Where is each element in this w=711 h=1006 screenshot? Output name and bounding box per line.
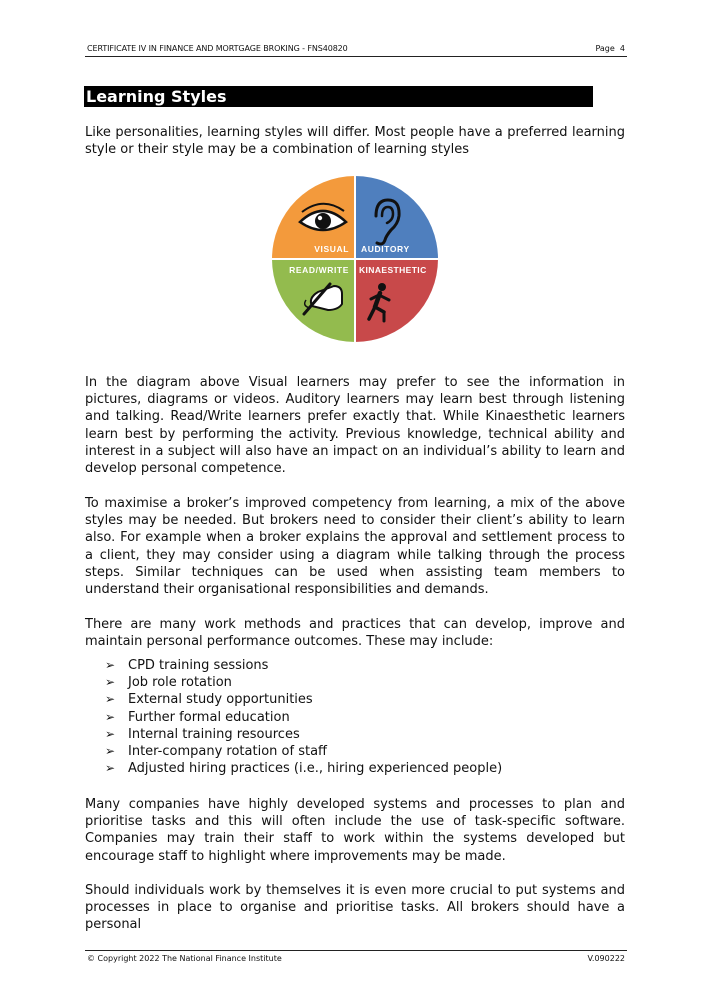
- page-number: 4: [619, 44, 625, 53]
- page-header: [85, 44, 627, 57]
- arrow-bullet-icon: ➢: [105, 658, 116, 672]
- paragraph-broker-competency: To maximise a broker’s improved competency from learning, a mix of the above styles may be needed. But brokers need to consider their client’s ability to learn also. For example when a broker explains the approval and settlement process to a client, they may consider using a diagram while talking through the process steps. Similar techniques can be used when assisting team members to understand their organisational responsibilities and demands.: [85, 496, 625, 598]
- list-item: ➢ CPD training sessions: [105, 658, 269, 673]
- list-item: ➢ Job role rotation: [105, 675, 232, 691]
- work-methods-list: [105, 657, 502, 777]
- paragraph-individual-work: Should individuals work by themselves it is even more crucial to put systems and processes in place to organise and prioritise tasks. All brokers should have a personal: [85, 883, 625, 933]
- arrow-bullet-icon: ➢: [105, 726, 116, 741]
- section-title: Learning Styles: [84, 86, 593, 107]
- intro-paragraph: Like personalities, learning styles will differ. Most people have a preferred learning style or their style may be a combination of learning styles: [85, 125, 625, 158]
- visual-label: VISUAL: [314, 244, 349, 254]
- list-item: ➢ Inter-company rotation of staff: [105, 744, 327, 760]
- arrow-bullet-icon: ➢: [105, 761, 116, 776]
- list-item: ➢ Adjusted hiring practices (i.e., hiring experienced people): [105, 761, 503, 777]
- learning-styles-diagram: [272, 176, 438, 342]
- arrow-bullet-icon: ➢: [105, 675, 116, 690]
- arrow-bullet-icon: ➢: [105, 692, 116, 707]
- version-text: V.090222: [587, 954, 625, 963]
- page-footer: [85, 950, 627, 965]
- auditory-label: AUDITORY: [361, 244, 410, 254]
- arrow-bullet-icon: ➢: [105, 709, 116, 724]
- list-item: ➢ External study opportunities: [105, 692, 313, 708]
- course-title: CERTIFICATE IV IN FINANCE AND MORTGAGE BROKING - FNS40820: [87, 44, 348, 53]
- read-write-label: READ/WRITE: [289, 265, 349, 275]
- list-item: ➢ Further formal education: [105, 709, 290, 725]
- arrow-bullet-icon: ➢: [105, 744, 116, 759]
- kinaesthetic-label: KINAESTHETIC: [359, 265, 427, 275]
- page-indicator: [595, 44, 625, 53]
- paragraph-learning-types: In the diagram above Visual learners may prefer to see the information in pictures, diagrams or videos. Auditory learners may learn best through listening and talking. Read/Write learners prefer exactly that. While Kinaesthetic learners learn best by performing the activity. Previous knowledge, technical ability and interest in a subject will also have an impact on an individual’s ability to learn and develop personal competence.: [85, 375, 625, 477]
- list-item: ➢ Internal training resources: [105, 726, 300, 742]
- paragraph-company-systems: Many companies have highly developed systems and processes to plan and prioritise tasks and this will often include the use of task-specific software. Companies may train their staff to work within the systems developed but encourage staff to highlight where improvements may be made.: [85, 797, 625, 864]
- copyright-text: © Copyright 2022 The National Finance Institute: [87, 954, 282, 963]
- paragraph-work-methods: There are many work methods and practices that can develop, improve and maintain personal performance outcomes. These may include:: [85, 617, 625, 650]
- page-label: Page: [595, 44, 615, 53]
